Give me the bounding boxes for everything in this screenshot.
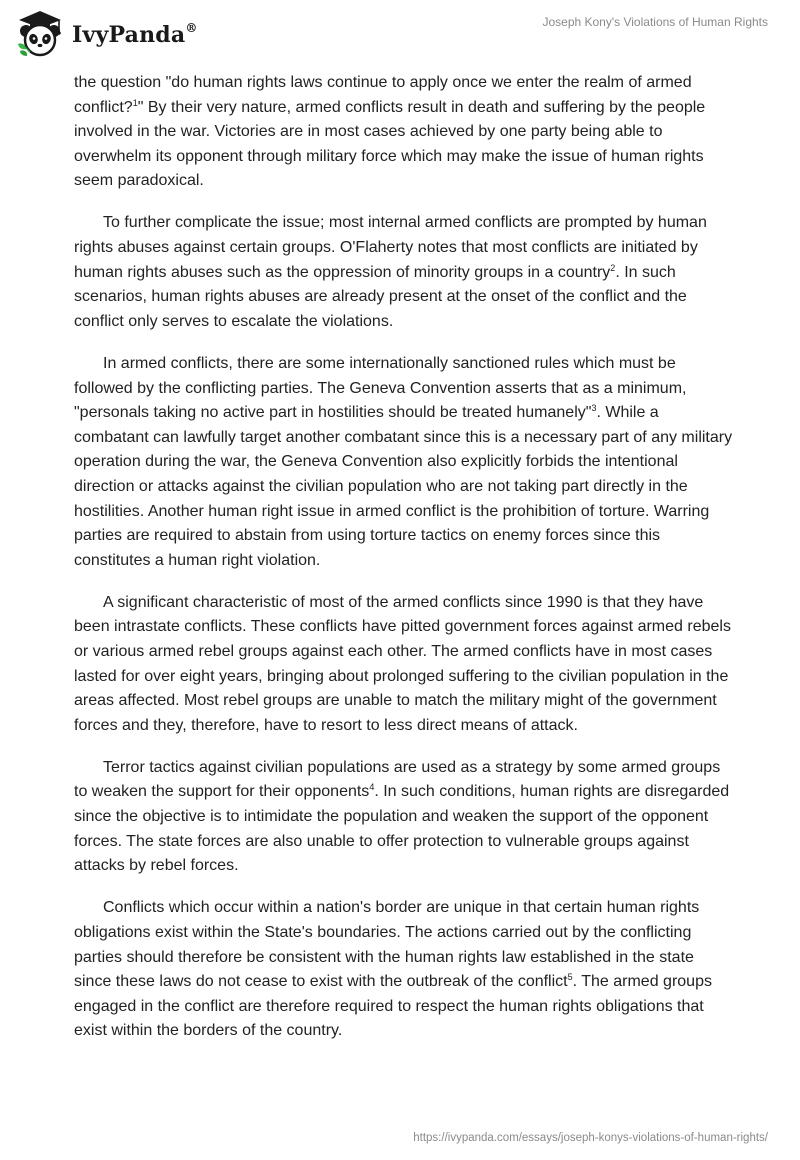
footnote-ref-4[interactable]: 4: [369, 782, 375, 793]
document-title: Joseph Kony's Violations of Human Rights: [542, 15, 768, 29]
page-header: [0, 0, 800, 72]
paragraph-2-text-a: To further complicate the issue; most internal armed conflicts are prompted by human rights abuses against certain groups. O'Flaherty notes that most conflicts are initiated by human rights abuses such as the oppression of minority groups in a country: [74, 214, 707, 281]
source-url[interactable]: https://ivypanda.com/essays/joseph-konys-violations-of-human-rights/: [413, 1132, 768, 1144]
brand-logo[interactable]: [14, 8, 198, 60]
paragraph-3: [74, 352, 734, 573]
paragraph-3-text-a: In armed conflicts, there are some internationally sanctioned rules which must be followed by the conflicting parties. The Geneva Convention asserts that as a minimum, "personals taking no active part in hostilities should be treated humanely": [74, 354, 687, 422]
panda-graduation-cap-icon: [14, 8, 66, 60]
paragraph-6-text-a: Conflicts which occur within a nation's border are unique in that certain human rights obligations exist within the State's boundaries. The actions carried out by the conflicting parties should therefore be consistent with the human rights law established in the state since these laws do not cease to exist with the outbreak of the conflict: [74, 899, 700, 991]
paragraph-2: [74, 211, 734, 334]
paragraph-1: [74, 71, 734, 194]
footnote-ref-2[interactable]: 2: [610, 262, 616, 273]
brand-name: [72, 22, 198, 48]
paragraph-4: A significant characteristic of most of the armed conflicts since 1990 is that they have been intrastate conflicts. These conflicts have pitted government forces against armed rebels or various armed rebel groups against each other. The armed conflicts have in most cases lasted for over eight years, bringing about prolonged suffering to the civilian population in the areas affected. Most rebel groups are unable to match the military might of the government forces and they, therefore, have to resort to less direct means of attack.: [74, 593, 731, 734]
paragraph-3-text-b: . While a combatant can lawfully target another combatant since this is a necessary part of any military operation during the war, the Geneva Convention also explicitly forbids the intentional direction or attacks against the civilian population who are not taking part directly in the hostilities. Another human right issue in armed conflict is the prohibition of torture. Warring parties are required to abstain from using torture tactics on enemy forces since this constitutes a human right violation.: [74, 404, 733, 569]
footnote-ref-5[interactable]: 5: [567, 972, 573, 983]
paragraph-5-text-b: . In such conditions, human rights are disregarded since the objective is to intimidate the population and weaken the support of the opponent forces. The state forces are also unable to offer protection to vulnerable groups against attacks by rebel forces.: [74, 783, 730, 875]
paragraph-6: [74, 896, 734, 1044]
paragraph-5: [74, 756, 734, 879]
registered-mark: ®: [185, 20, 198, 35]
footnote-ref-1[interactable]: 1: [132, 97, 138, 108]
paragraph-5-text-a: Terror tactics against civilian populations are used as a strategy by some armed groups to weaken the support for their opponents: [74, 758, 721, 801]
paragraph-2-text-b: . In such scenarios, human rights abuses are already present at the onset of the conflict and the conflict only serves to escalate the violations.: [74, 263, 687, 330]
paragraph-6-text-b: . The armed groups engaged in the conflict are therefore required to respect the human rights obligations that exist within the borders of the country.: [74, 973, 712, 1040]
essay-body: [74, 71, 734, 1061]
paragraph-1-text-b: " By their very nature, armed conflicts result in death and suffering by the people involved in the war. Victories are in most cases achieved by one party being able to overwhelm its opponent through military force which may make the issue of human rights seem paradoxical.: [74, 98, 706, 190]
brand-name-text: IvyPanda: [72, 22, 186, 48]
footnote-ref-3[interactable]: 3: [591, 403, 597, 414]
paragraph-1-text-a: the question "do human rights laws continue to apply once we enter the realm of armed conflict?: [74, 74, 692, 116]
